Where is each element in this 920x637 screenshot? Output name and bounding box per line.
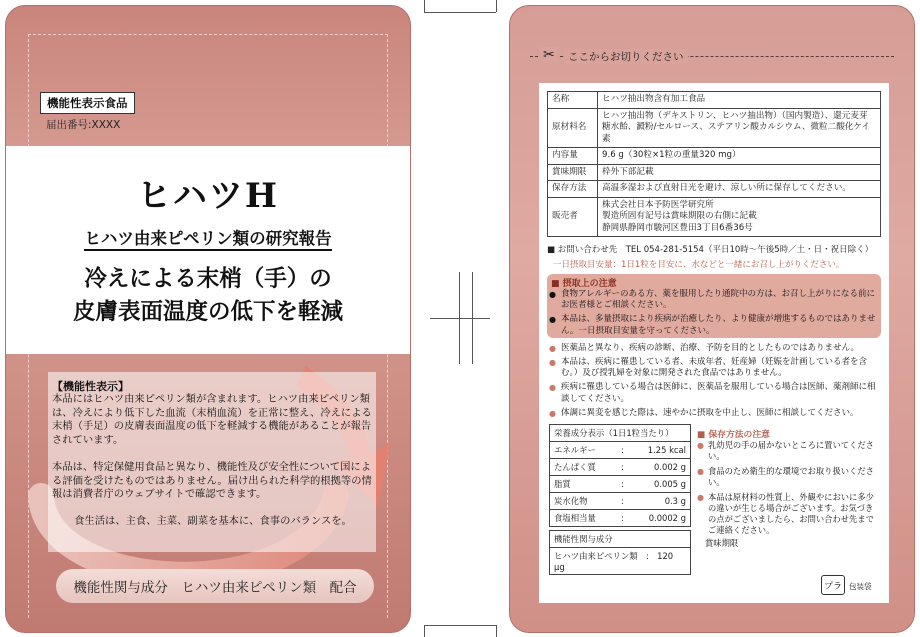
table-row [548,181,881,198]
table-row [548,148,881,165]
list-item: ● 本品は、疾病に罹患している者、未成年者、妊産婦（妊娠を計画している者を含む。）及び授乳婦を対象に開発された食品ではありません。 [549,357,879,379]
daily-dose: 一日摂取目安量：1日1粒を目安に、水などと一緒にお召し上がりください。 [553,260,845,270]
nutrient-value: 1.25 kcal [628,442,690,459]
caution-title: ■ 摂取上の注意 [551,279,617,289]
dashed-guide [28,34,388,35]
crop-mark [424,625,496,626]
spec-value: ヒハツ抽出物含有加工食品 [598,92,881,109]
list-item: ● 疾病に罹患している場合は医師に、医薬品を服用している場合は医師、薬剤師に相談してください。 [549,382,879,404]
nutrient-separator: : [616,493,628,510]
seller-address: 静岡県静岡市駿河区豊田3丁目6番36号 [602,222,753,233]
recycle-icon: プラ [821,575,845,595]
list-item: ● 医薬品と異なり、疾病の診断、治療、予防を目的としたものではありません。 [549,343,879,354]
table-row [550,548,691,575]
list-item: ● 本品は、多量摂取により疾病が治癒したり、より健康が増進するものではありません。一日摂取目安量を守ってください。 [549,314,879,336]
table-row [550,425,691,442]
storage-title: ■ 保存方法の注意 [697,430,770,440]
nutrition-title: 栄養成分表示（1日1粒当たり） [550,425,691,442]
list-item: ● 本品は原材料の性質上、外観やにおいに多少の違いが生じる場合がございます。お気づきの点がございましたら、お問い合わせ先までご連絡ください。 [697,492,881,536]
spec-value: 9.6 g（30粒×1粒の重量320 mg） [598,148,881,165]
function-disclaimer-paragraph: 本品は、特定保健用食品と異なり、機能性及び安全性について国による評価を受けたものではありません。届け出られた科学的根拠等の情報は消費者庁のウェブサイトで確認できます。 [52,460,372,501]
recycle-label: 包装袋 [849,582,872,591]
function-claim-paragraph: 本品にはヒハツ由来ピペリン類が含まれます。ヒハツ由来ピペリン類は、冷えにより低下した血流（末梢血流）を正常に整え、冷えによる末梢（手足）の皮膚表面温度の低下を軽減する機能があることが報告されています。 [52,393,372,447]
table-row [550,493,691,510]
contact-info: ■ お問い合わせ先 TEL 054-281-5154（平日10時～午後5時／土・日・祝日除く） [547,245,874,255]
table-row [548,197,881,237]
spec-value [598,197,881,237]
crop-mark [424,12,496,13]
spec-value: 高温多湿および直射日光を避け、涼しい所に保存してください。 [598,181,881,198]
cut-instruction: ここからお切りください [564,49,688,64]
list-item: ● 体調に異変を感じた際は、速やかに摂取を中止し、医師に相談してください。 [549,408,879,419]
spec-value: 枠外下部記載 [598,164,881,181]
package-front [5,5,411,633]
function-claim-title: 【機能性表示】 [52,380,129,393]
nutrient-separator: : [616,442,628,459]
crop-mark [496,625,497,637]
nutrient-name: 脂質 [550,476,617,493]
crop-mark [424,0,425,12]
nutrient-value: 0.002 g [628,459,690,476]
nutrient-separator: : [616,510,628,527]
functional-component-value: ヒハツ由来ピペリン類 : 120 μg [550,548,691,575]
table-row [548,108,881,148]
nutrient-name: エネルギー [550,442,617,459]
table-row [550,476,691,493]
table-row [550,459,691,476]
seller-note: 製造所固有記号は賞味期限の右側に記載 [602,211,757,221]
caution-list [549,289,879,422]
nutrient-value: 0.005 g [628,476,690,493]
table-row [548,92,881,109]
nutrient-value: 0.0002 g [628,510,690,527]
registration-number: 届出番号:XXXX [46,119,121,131]
table-row [550,531,691,548]
headline-line1: 冷えによる末梢（手）の [84,266,332,292]
spec-key: 内容量 [548,148,598,165]
diet-advice: 食生活は、主食、主菜、副菜を基本に、食事のバランスを。 [74,514,352,527]
list-item: ● 食物アレルギーのある方、薬を服用したり通院中の方は、お召し上がりになる前にお医者様とご相談ください。 [549,289,879,311]
list-item: ● 乳幼児の手の届かないところに置いてください。 [697,440,881,462]
package-back [509,5,915,633]
functional-component-title: 機能性関与成分 [550,531,691,548]
functional-food-badge: 機能性表示食品 [40,92,135,114]
nutrient-separator: : [616,476,628,493]
seller-name: 株式会社日本予防医学研究所 [602,199,714,210]
label-sheet [539,83,889,603]
headline-line2: 皮膚表面温度の低下を軽減 [72,299,343,325]
spec-key: 原材料名 [548,108,598,148]
storage-list [697,440,881,540]
table-row [550,510,691,527]
functional-component-table [549,530,691,575]
list-item: ● 食品のため衛生的な環境でお取り扱いください。 [697,466,881,488]
ingredient-banner: 機能性関与成分 ヒハツ由来ピペリン類 配合 [56,569,374,603]
product-name: ヒハツH [136,176,280,216]
nutrient-value: 0.3 g [628,493,690,510]
table-row [550,442,691,459]
nutrient-separator: : [616,459,628,476]
nutrition-table [549,424,691,527]
scissors-icon: ✂ [540,47,558,63]
spec-key: 名称 [548,92,598,109]
spec-key: 販売者 [548,197,598,237]
crop-mark [430,318,490,319]
nutrient-name: たんぱく質 [550,459,617,476]
spec-key: 賞味期限 [548,164,598,181]
nutrient-name: 食塩相当量 [550,510,617,527]
research-title: ヒハツ由来ピペリン類の研究報告 [6,225,410,249]
product-spec-table [547,91,881,237]
table-row [548,164,881,181]
spec-key: 保存方法 [548,181,598,198]
nutrient-name: 炭水化物 [550,493,617,510]
expiry-label: 賞味期限 [705,538,739,548]
function-claim-text [52,393,374,542]
crop-mark [424,625,425,637]
spec-value: ヒハツ抽出物（デキストリン、ヒハツ抽出物）（国内製造）、還元麦芽糖水飴、澱粉/セルロース、ステアリン酸カルシウム、微粒二酸化ケイ素 [598,108,881,148]
crop-mark [496,0,497,12]
